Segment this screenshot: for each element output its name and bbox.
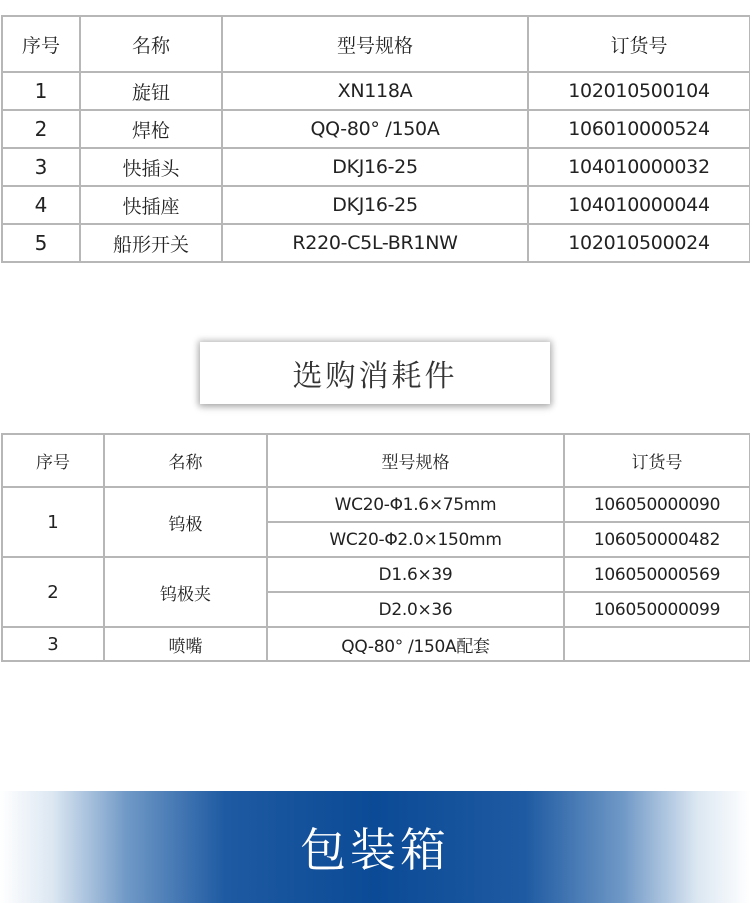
table-row bbox=[2, 487, 750, 522]
cell-order-number: 104010000032 bbox=[528, 148, 750, 186]
cell-order-number: 106050000569 bbox=[564, 557, 750, 592]
cell-order-number bbox=[564, 627, 750, 661]
section-title-optional-consumables: 选购消耗件 bbox=[200, 342, 550, 404]
cell-model: R220-C5L-BR1NW bbox=[222, 224, 528, 262]
cell-serial: 2 bbox=[2, 557, 104, 627]
cell-name: 旋钮 bbox=[80, 72, 222, 110]
cell-model: WC20-Φ1.6×75mm bbox=[267, 487, 564, 522]
header-name: 名称 bbox=[80, 16, 222, 72]
header-model: 型号规格 bbox=[267, 434, 564, 487]
cell-order-number: 102010500104 bbox=[528, 72, 750, 110]
cell-model: XN118A bbox=[222, 72, 528, 110]
table-row bbox=[2, 627, 750, 661]
cell-serial: 1 bbox=[2, 487, 104, 557]
cell-order-number: 104010000044 bbox=[528, 186, 750, 224]
cell-model: WC20-Φ2.0×150mm bbox=[267, 522, 564, 557]
cell-order-number: 106050000090 bbox=[564, 487, 750, 522]
cell-name: 钨极 bbox=[104, 487, 267, 557]
cell-model: DKJ16-25 bbox=[222, 148, 528, 186]
header-model: 型号规格 bbox=[222, 16, 528, 72]
accessories-table bbox=[1, 15, 750, 263]
cell-model: QQ-80° /150A配套 bbox=[267, 627, 564, 661]
header-name: 名称 bbox=[104, 434, 267, 487]
cell-serial: 3 bbox=[2, 148, 80, 186]
cell-serial: 4 bbox=[2, 186, 80, 224]
cell-serial: 3 bbox=[2, 627, 104, 661]
table-header-row bbox=[2, 16, 750, 72]
cell-name: 快插头 bbox=[80, 148, 222, 186]
cell-serial: 1 bbox=[2, 72, 80, 110]
cell-name: 焊枪 bbox=[80, 110, 222, 148]
cell-order-number: 106050000482 bbox=[564, 522, 750, 557]
table-row bbox=[2, 186, 750, 224]
consumables-table bbox=[1, 433, 750, 662]
cell-name: 钨极夹 bbox=[104, 557, 267, 627]
header-serial: 序号 bbox=[2, 434, 104, 487]
cell-model: D2.0×36 bbox=[267, 592, 564, 627]
table-row bbox=[2, 557, 750, 592]
cell-name: 快插座 bbox=[80, 186, 222, 224]
cell-order-number: 106010000524 bbox=[528, 110, 750, 148]
table-row bbox=[2, 72, 750, 110]
table-header-row bbox=[2, 434, 750, 487]
table-row bbox=[2, 148, 750, 186]
header-order-number: 订货号 bbox=[564, 434, 750, 487]
cell-order-number: 106050000099 bbox=[564, 592, 750, 627]
cell-name: 喷嘴 bbox=[104, 627, 267, 661]
cell-model: D1.6×39 bbox=[267, 557, 564, 592]
header-serial: 序号 bbox=[2, 16, 80, 72]
cell-name: 船形开关 bbox=[80, 224, 222, 262]
cell-serial: 5 bbox=[2, 224, 80, 262]
cell-model: QQ-80° /150A bbox=[222, 110, 528, 148]
cell-serial: 2 bbox=[2, 110, 80, 148]
cell-order-number: 102010500024 bbox=[528, 224, 750, 262]
header-order-number: 订货号 bbox=[528, 16, 750, 72]
packaging-banner-title: 包装箱 bbox=[300, 823, 450, 877]
cell-model: DKJ16-25 bbox=[222, 186, 528, 224]
table-row bbox=[2, 224, 750, 262]
table-row bbox=[2, 110, 750, 148]
